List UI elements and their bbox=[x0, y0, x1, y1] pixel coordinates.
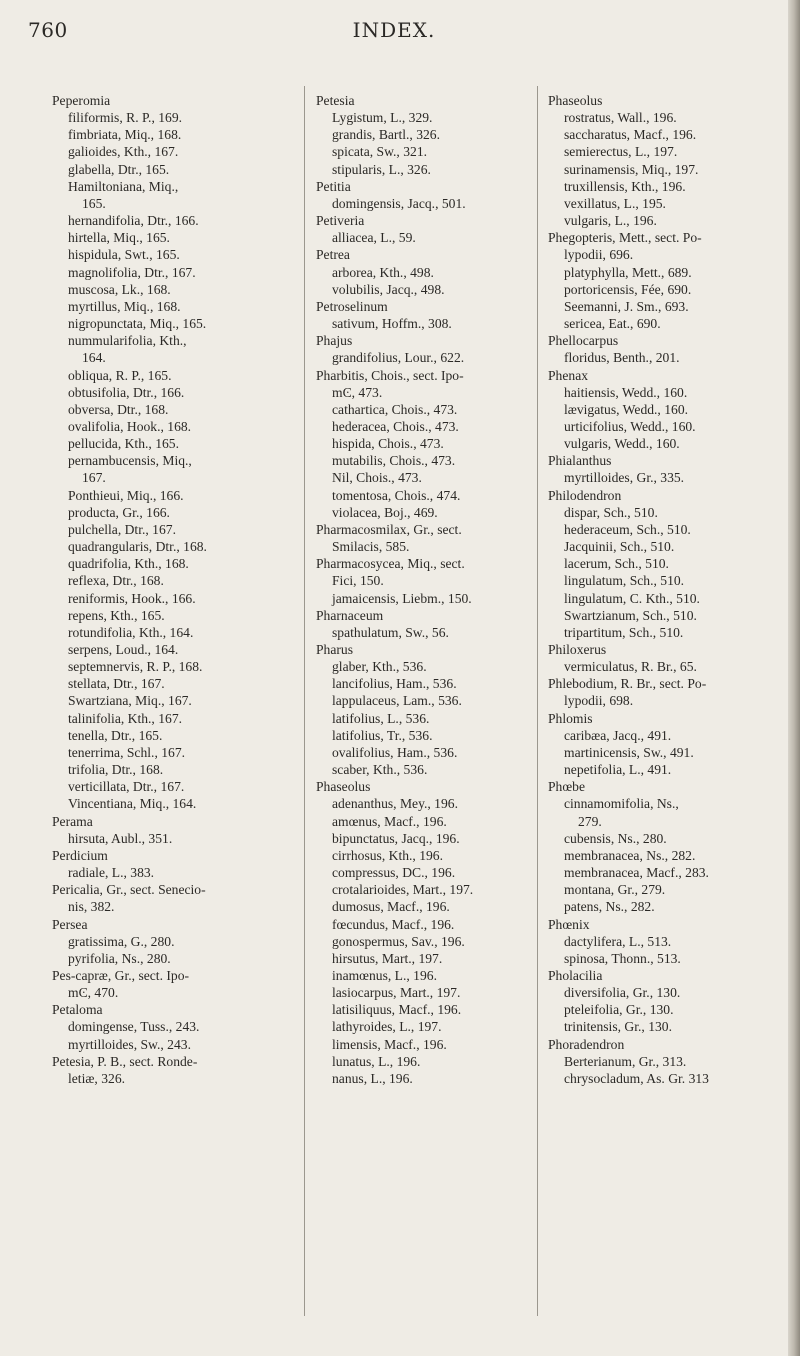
index-heading: Phaseolus bbox=[316, 779, 371, 795]
index-entry: rostratus, Wall., 196. bbox=[564, 110, 677, 126]
index-entry: hernandifolia, Dtr., 166. bbox=[68, 213, 199, 229]
index-entry: cathartica, Chois., 473. bbox=[332, 401, 458, 417]
index-entry: Vincentiana, Miq., 164. bbox=[68, 796, 197, 812]
index-entry: lappulaceus, Lam., 536. bbox=[332, 693, 462, 709]
index-heading: Perama bbox=[52, 813, 93, 829]
index-entry: 279. bbox=[578, 813, 602, 829]
index-entry: Ponthieui, Miq., 166. bbox=[68, 487, 184, 503]
page-edge bbox=[788, 0, 800, 1356]
index-heading: Pharmacosycea, Miq., sect. bbox=[316, 556, 465, 572]
index-entry: amœnus, Macf., 196. bbox=[332, 813, 447, 829]
index-entry: serpens, Loud., 164. bbox=[68, 642, 179, 657]
index-entry: cubensis, Ns., 280. bbox=[564, 830, 667, 846]
index-entry: gonospermus, Sav., 196. bbox=[332, 933, 465, 949]
index-column-1 bbox=[52, 92, 297, 1087]
index-heading: Phialanthus bbox=[548, 453, 612, 469]
index-heading: Phlomis bbox=[548, 710, 593, 726]
index-entry: semierectus, L., 197. bbox=[564, 144, 678, 160]
index-heading: Pericalia, Gr., sect. Senecio- bbox=[52, 882, 206, 898]
index-column-3 bbox=[548, 92, 773, 1087]
index-entry: nepetifolia, L., 491. bbox=[564, 762, 672, 778]
index-entry: pteleifolia, Gr., 130. bbox=[564, 1002, 674, 1018]
index-heading: Peperomia bbox=[52, 93, 111, 108]
index-entry: 164. bbox=[82, 350, 106, 366]
index-entry: lypodii, 698. bbox=[564, 693, 634, 709]
index-entry: Fici, 150. bbox=[332, 573, 384, 589]
running-head: INDEX. bbox=[352, 18, 436, 42]
index-entry: Hamiltoniana, Miq., bbox=[68, 178, 179, 194]
index-entry: septemnervis, R. P., 168. bbox=[68, 659, 203, 675]
index-entry: gratissima, G., 280. bbox=[68, 933, 175, 949]
index-entry: talinifolia, Kth., 167. bbox=[68, 710, 183, 726]
index-entry: volubilis, Jacq., 498. bbox=[332, 281, 445, 297]
index-entry: tenerrima, Schl., 167. bbox=[68, 744, 186, 760]
index-entry: lathyroides, L., 197. bbox=[332, 1019, 442, 1035]
column-divider bbox=[304, 86, 305, 1316]
index-heading: Pharbitis, Chois., sect. Ipo- bbox=[316, 367, 464, 383]
index-entry: limensis, Macf., 196. bbox=[332, 1036, 447, 1052]
page-number: 760 bbox=[28, 18, 68, 42]
index-heading: Petiveria bbox=[316, 213, 365, 229]
index-entry: inamœnus, L., 196. bbox=[332, 967, 437, 983]
index-entry: mϾ, 473. bbox=[332, 384, 383, 400]
index-entry: portoricensis, Fée, 690. bbox=[564, 281, 692, 297]
index-entry: martinicensis, Sw., 491. bbox=[564, 744, 694, 760]
index-entry: chrysocladum, As. Gr. 313 bbox=[564, 1070, 709, 1086]
index-entry: arborea, Kth., 498. bbox=[332, 264, 434, 280]
index-entry: urticifolius, Wedd., 160. bbox=[564, 418, 696, 434]
index-entry: montana, Gr., 279. bbox=[564, 882, 666, 898]
index-entry: ovalifolia, Hook., 168. bbox=[68, 418, 192, 434]
index-entry: sericea, Eat., 690. bbox=[564, 316, 661, 332]
index-entry: lacerum, Sch., 510. bbox=[564, 556, 669, 572]
index-entry: Seemanni, J. Sm., 693. bbox=[564, 298, 689, 314]
index-entry: tomentosa, Chois., 474. bbox=[332, 487, 461, 503]
index-entry: sativum, Hoffm., 308. bbox=[332, 316, 452, 332]
index-entry: hirtella, Miq., 165. bbox=[68, 230, 170, 246]
index-entry: galioides, Kth., 167. bbox=[68, 144, 179, 160]
index-heading: Philoxerus bbox=[548, 642, 607, 657]
index-entry: pernambucensis, Miq., bbox=[68, 453, 192, 469]
index-entry: Berterianum, Gr., 313. bbox=[564, 1053, 687, 1069]
index-entry: cinnamomifolia, Ns., bbox=[564, 796, 679, 812]
index-entry: lasiocarpus, Mart., 197. bbox=[332, 985, 461, 1001]
index-entry: hederaceum, Sch., 510. bbox=[564, 521, 691, 537]
index-entry: caribæa, Jacq., 491. bbox=[564, 727, 672, 743]
index-entry: adenanthus, Mey., 196. bbox=[332, 796, 458, 812]
index-entry: obliqua, R. P., 165. bbox=[68, 367, 172, 383]
index-heading: Philodendron bbox=[548, 487, 622, 503]
index-heading: Petesia, P. B., sect. Ronde- bbox=[52, 1053, 198, 1069]
index-entry: saccharatus, Macf., 196. bbox=[564, 127, 697, 143]
index-entry: compressus, DC., 196. bbox=[332, 865, 456, 881]
index-entry: spathulatum, Sw., 56. bbox=[332, 624, 449, 640]
index-entry: vexillatus, L., 195. bbox=[564, 195, 666, 211]
index-entry: vulgaris, Wedd., 160. bbox=[564, 436, 680, 452]
index-heading: Pes-capræ, Gr., sect. Ipo- bbox=[52, 967, 190, 983]
index-heading: Phœbe bbox=[548, 779, 586, 795]
index-entry: vulgaris, L., 196. bbox=[564, 213, 657, 229]
index-entry: verticillata, Dtr., 167. bbox=[68, 779, 185, 795]
index-entry: reniformis, Hook., 166. bbox=[68, 590, 196, 606]
index-entry: hederacea, Chois., 473. bbox=[332, 418, 459, 434]
index-entry: membranacea, Ns., 282. bbox=[564, 847, 696, 863]
index-entry: nis, 382. bbox=[68, 899, 115, 915]
index-entry: glabella, Dtr., 165. bbox=[68, 161, 170, 177]
index-heading: Pharnaceum bbox=[316, 607, 384, 623]
index-entry: crotalarioides, Mart., 197. bbox=[332, 882, 474, 898]
index-entry: lypodii, 696. bbox=[564, 247, 634, 263]
index-entry: grandifolius, Lour., 622. bbox=[332, 350, 465, 366]
index-entry: lancifolius, Ham., 536. bbox=[332, 676, 457, 692]
index-entry: latifolius, L., 536. bbox=[332, 710, 430, 726]
index-entry: trifolia, Dtr., 168. bbox=[68, 762, 164, 778]
index-entry: radiale, L., 383. bbox=[68, 865, 155, 881]
index-entry: myrtilloides, Sw., 243. bbox=[68, 1036, 191, 1052]
index-entry: hispidula, Swt., 165. bbox=[68, 247, 180, 263]
index-entry: letiæ, 326. bbox=[68, 1070, 126, 1086]
index-heading: Phenax bbox=[548, 367, 589, 383]
index-entry: Swartziana, Miq., 167. bbox=[68, 693, 192, 709]
index-entry: Jacquinii, Sch., 510. bbox=[564, 539, 675, 555]
index-heading: Phellocarpus bbox=[548, 333, 619, 349]
index-entry: hirsutus, Mart., 197. bbox=[332, 950, 443, 966]
index-column-2 bbox=[316, 92, 516, 1087]
index-entry: trinitensis, Gr., 130. bbox=[564, 1019, 672, 1035]
index-entry: mutabilis, Chois., 473. bbox=[332, 453, 456, 469]
index-entry: Lygistum, L., 329. bbox=[332, 110, 433, 126]
index-entry: glaber, Kth., 536. bbox=[332, 659, 427, 675]
index-entry: domingense, Tuss., 243. bbox=[68, 1019, 200, 1035]
index-entry: spicata, Sw., 321. bbox=[332, 144, 428, 160]
index-entry: vermiculatus, R. Br., 65. bbox=[564, 659, 697, 675]
index-heading: Persea bbox=[52, 916, 88, 932]
index-entry: quadrifolia, Kth., 168. bbox=[68, 556, 189, 572]
index-entry: bipunctatus, Jacq., 196. bbox=[332, 830, 460, 846]
index-entry: latifolius, Tr., 536. bbox=[332, 727, 433, 743]
index-entry: filiformis, R. P., 169. bbox=[68, 110, 183, 126]
index-heading: Phajus bbox=[316, 333, 353, 349]
index-entry: dumosus, Macf., 196. bbox=[332, 899, 450, 915]
index-entry: lingulatum, Sch., 510. bbox=[564, 573, 685, 589]
index-entry: spinosa, Thonn., 513. bbox=[564, 950, 681, 966]
index-entry: Smilacis, 585. bbox=[332, 539, 410, 555]
index-entry: surinamensis, Miq., 197. bbox=[564, 161, 699, 177]
index-entry: repens, Kth., 165. bbox=[68, 607, 165, 623]
index-heading: Phœnix bbox=[548, 916, 590, 932]
index-entry: lingulatum, C. Kth., 510. bbox=[564, 590, 700, 606]
index-entry: jamaicensis, Liebm., 150. bbox=[332, 590, 472, 606]
index-entry: myrtilloides, Gr., 335. bbox=[564, 470, 685, 486]
index-entry: pyrifolia, Ns., 280. bbox=[68, 950, 171, 966]
index-entry: dactylifera, L., 513. bbox=[564, 933, 672, 949]
index-heading: Phaseolus bbox=[548, 93, 603, 108]
index-heading: Perdicium bbox=[52, 847, 108, 863]
index-entry: ovalifolius, Ham., 536. bbox=[332, 744, 458, 760]
index-entry: stipularis, L., 326. bbox=[332, 161, 431, 177]
index-entry: scaber, Kth., 536. bbox=[332, 762, 428, 778]
index-entry: lunatus, L., 196. bbox=[332, 1053, 421, 1069]
index-entry: rotundifolia, Kth., 164. bbox=[68, 624, 194, 640]
index-heading: Petitia bbox=[316, 178, 351, 194]
index-entry: cirrhosus, Kth., 196. bbox=[332, 847, 444, 863]
index-entry: membranacea, Macf., 283. bbox=[564, 865, 709, 881]
index-entry: obversa, Dtr., 168. bbox=[68, 401, 169, 417]
index-heading: Petaloma bbox=[52, 1002, 103, 1018]
index-entry: fœcundus, Macf., 196. bbox=[332, 916, 455, 932]
column-divider bbox=[537, 86, 538, 1316]
index-entry: reflexa, Dtr., 168. bbox=[68, 573, 164, 589]
index-entry: myrtillus, Miq., 168. bbox=[68, 298, 181, 314]
index-entry: producta, Gr., 166. bbox=[68, 504, 170, 520]
index-heading: Pharus bbox=[316, 642, 354, 657]
index-entry: mϾ, 470. bbox=[68, 985, 119, 1001]
index-heading: Petrea bbox=[316, 247, 350, 263]
index-entry: haitiensis, Wedd., 160. bbox=[564, 384, 688, 400]
index-entry: 165. bbox=[82, 195, 106, 211]
index-entry: patens, Ns., 282. bbox=[564, 899, 655, 915]
index-entry: fimbriata, Miq., 168. bbox=[68, 127, 182, 143]
index-entry: domingensis, Jacq., 501. bbox=[332, 195, 466, 211]
index-entry: tripartitum, Sch., 510. bbox=[564, 624, 684, 640]
index-entry: Swartzianum, Sch., 510. bbox=[564, 607, 697, 623]
index-entry: latisiliquus, Macf., 196. bbox=[332, 1002, 462, 1018]
index-entry: pulchella, Dtr., 167. bbox=[68, 521, 176, 537]
index-entry: obtusifolia, Dtr., 166. bbox=[68, 384, 185, 400]
index-heading: Phlebodium, R. Br., sect. Po- bbox=[548, 676, 707, 692]
index-entry: hirsuta, Aubl., 351. bbox=[68, 830, 173, 846]
index-heading: Pharmacosmilax, Gr., sect. bbox=[316, 521, 462, 537]
index-entry: stellata, Dtr., 167. bbox=[68, 676, 165, 692]
index-entry: platyphylla, Mett., 689. bbox=[564, 264, 692, 280]
index-entry: diversifolia, Gr., 130. bbox=[564, 985, 681, 1001]
index-entry: quadrangularis, Dtr., 168. bbox=[68, 539, 207, 555]
index-entry: grandis, Bartl., 326. bbox=[332, 127, 440, 143]
index-heading: Petroselinum bbox=[316, 298, 388, 314]
index-entry: Nil, Chois., 473. bbox=[332, 470, 422, 486]
index-heading: Petesia bbox=[316, 93, 355, 108]
index-entry: tenella, Dtr., 165. bbox=[68, 727, 163, 743]
index-entry: nummularifolia, Kth., bbox=[68, 333, 187, 349]
index-heading: Pholacilia bbox=[548, 967, 603, 983]
index-entry: nanus, L., 196. bbox=[332, 1070, 413, 1086]
index-heading: Phegopteris, Mett., sect. Po- bbox=[548, 230, 702, 246]
index-entry: magnolifolia, Dtr., 167. bbox=[68, 264, 196, 280]
index-entry: 167. bbox=[82, 470, 106, 486]
index-entry: nigropunctata, Miq., 165. bbox=[68, 316, 207, 332]
index-entry: dispar, Sch., 510. bbox=[564, 504, 658, 520]
index-entry: truxillensis, Kth., 196. bbox=[564, 178, 686, 194]
index-entry: hispida, Chois., 473. bbox=[332, 436, 444, 452]
page-header bbox=[0, 18, 788, 48]
index-entry: lævigatus, Wedd., 160. bbox=[564, 401, 689, 417]
index-entry: floridus, Benth., 201. bbox=[564, 350, 680, 366]
index-entry: alliacea, L., 59. bbox=[332, 230, 416, 246]
index-entry: violacea, Boj., 469. bbox=[332, 504, 438, 520]
index-heading: Phoradendron bbox=[548, 1036, 625, 1052]
index-entry: pellucida, Kth., 165. bbox=[68, 436, 179, 452]
index-entry: muscosa, Lk., 168. bbox=[68, 281, 171, 297]
